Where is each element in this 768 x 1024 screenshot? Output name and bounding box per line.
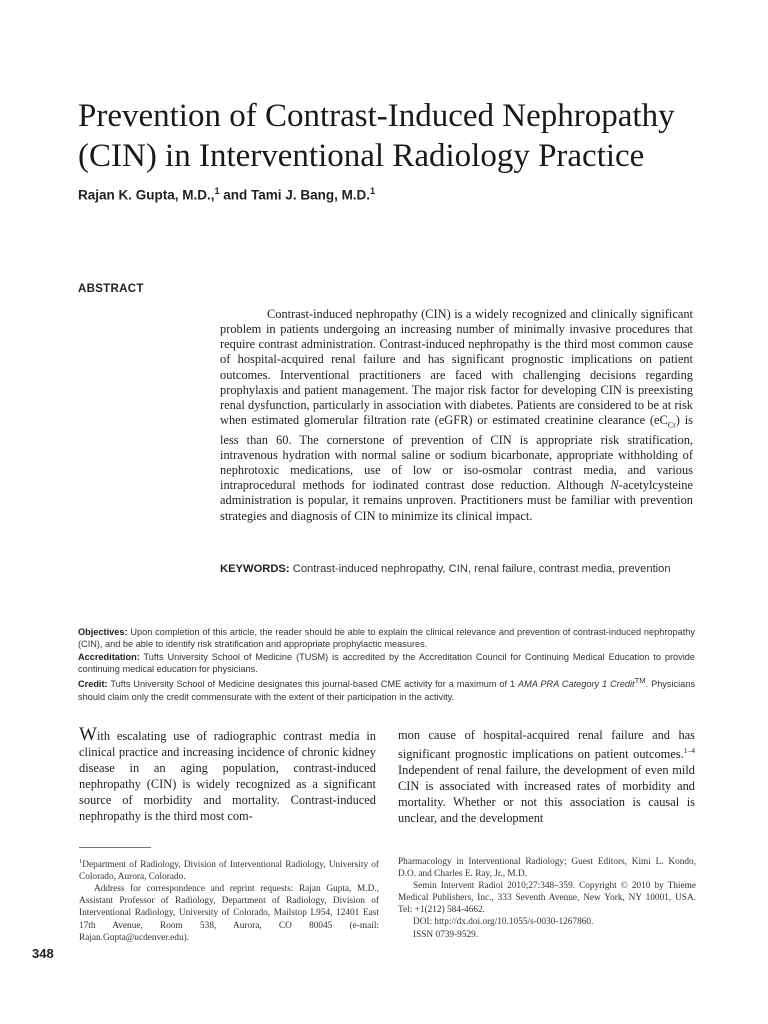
objectives-paragraph [78,626,695,651]
body-left-text: ith escalating use of radiographic contrast media in clinical practice and increasing incidence of chronic kidney disease in an aging population, contrast-induced nephropathy (CIN) is widely recognized as a significant source of morbidity and mortality. Contrast-induced nephropathy is the third most com- [79,729,376,823]
body-right-text-a: mon cause of hospital-acquired renal failure and has significant prognostic implications on patient outcomes. [398,728,695,762]
author-list [78,186,698,203]
credit-text-a: Tufts University School of Medicine designates this journal-based CME activity for a maximum of 1 [107,679,518,690]
abstract-text [220,307,693,524]
abstract-part-2: ) is less than 60. The cornerstone of prevention of CIN is appropriate risk stratification, intravenous hydration with normal saline or sodium bicarbonate, appropriate withholding of nephrotoxic medications, use of low or iso-osmolar contrast media, and various intraprocedural methods for iodinated contrast dose reduction. Although [220,413,693,493]
body-column-right [398,727,695,826]
accreditation-text: Tufts University School of Medicine (TUSM) is accredited by the Accreditation Council for Continuing Medical Education to provide continuing medical education for physicians. [78,651,695,674]
footnotes-right [398,856,696,941]
keywords [220,561,680,577]
body-paragraph-left [79,724,376,824]
accreditation-label: Accreditation: [78,651,140,662]
affiliation-marker: 1 [79,858,83,865]
issue-info: Pharmacology in Interventional Radiology; Guest Editors, Kimi L. Kondo, D.O. and Charles E. Ray, Jr., M.D. [398,857,696,880]
accreditation-paragraph [78,651,695,676]
credit-label: Credit: [78,679,108,690]
credit-text-b: . Physicians should claim only the credit commensurate with the extent of their participation in the activity. [78,679,695,702]
credit-paragraph [78,675,695,703]
affiliation-footnote [79,856,379,883]
keywords-text: Contrast-induced nephropathy, CIN, renal failure, contrast media, prevention [289,563,671,575]
author-conjunction: and [219,187,252,203]
objectives-label: Objectives: [78,627,128,637]
abstract-part-1: Contrast-induced nephropathy (CIN) is a widely recognized and clinically significant problem in patients undergoing an increasing number of minimally invasive procedures that require contrast administration. Contrast-induced nephropathy is the third most common cause of hospital-acquired renal failure and has significant prognostic implications on patient outcomes. Interventional practitioners are faced with challenging decisions regarding prophylaxis and patient management. The major risk factor for developing CIN is preexisting renal dysfunction, particularly in association with diabetes. Patients are considered to be at risk when estimated glomerular filtration rate (eGFR) or estimated creatinine clearance (eC [220,307,693,428]
keywords-label: KEYWORDS: [220,563,290,575]
abstract-part-3: -acetylcysteine administration is popular, it remains unproven. Practitioners must be familiar with prevention strategies and diagnosis of CIN to minimize its clinical impact. [220,478,693,523]
doi-link: DOI: http://dx.doi.org/10.1055/s-0030-1267860. [413,917,594,928]
abstract-heading: ABSTRACT [78,283,144,295]
citation-reference: 1–4 [683,746,695,755]
correspondence-address: Address for correspondence and reprint requests: Rajan Gupta, M.D., Assistant Professor of Radiology, Department of Radiology, Division of Interventional Radiology, University of Colorado, Mailstop L954, 12401 East 17th Avenue, Room 538, Aurora, CO 80045 (e-mail: Rajan.Gupta@ucdenver.edu). [79,884,379,943]
title-line-2: (CIN) in Interventional Radiology Practice [78,138,645,174]
article-title [78,96,738,176]
author-1: Rajan K. Gupta, M.D., [78,187,215,203]
cme-front-matter [78,626,695,703]
credit-italic: AMA PRA Category 1 Credit [517,679,635,690]
abstract-subscript: Cr [667,420,676,430]
affiliation-text: Department of Radiology, Division of Interventional Radiology, University of Colorado, Aurora, Colorado. [79,860,379,883]
footnote-divider [79,847,151,848]
issn: ISSN 0739-9529. [413,929,479,940]
body-right-text-b: Independent of renal failure, the development of even mild CIN is associated with increased rates of morbidity and mortality. Whether or not this association is causal is unclear, and the development [398,763,695,826]
abstract-italic: N [610,478,619,493]
author-1-affiliation: 1 [214,186,220,196]
author-2: Tami J. Bang, M.D. [251,187,371,203]
body-paragraph-right [398,727,695,826]
objectives-text: Upon completion of this article, the reader should be able to explain the clinical relevance and prevention of contrast-induced nephropathy (CIN), and be able to identify risk stratification and appropriate prophylactic measures. [78,627,695,650]
page-number: 348 [32,946,54,961]
footnotes-left [79,856,379,944]
credit-trademark: TM [634,676,646,686]
author-2-affiliation: 1 [370,186,376,196]
drop-cap: W [79,724,97,745]
title-line-1: Prevention of Contrast-Induced Nephropathy [78,98,675,134]
journal-citation: Semin Intervent Radiol 2010;27:348–359. Copyright © 2010 by Thieme Medical Publishers, Inc., 333 Seventh Avenue, New York, NY 10001, USA. Tel: +1(212) 584-4662. [398,881,696,916]
body-column-left [79,724,376,824]
